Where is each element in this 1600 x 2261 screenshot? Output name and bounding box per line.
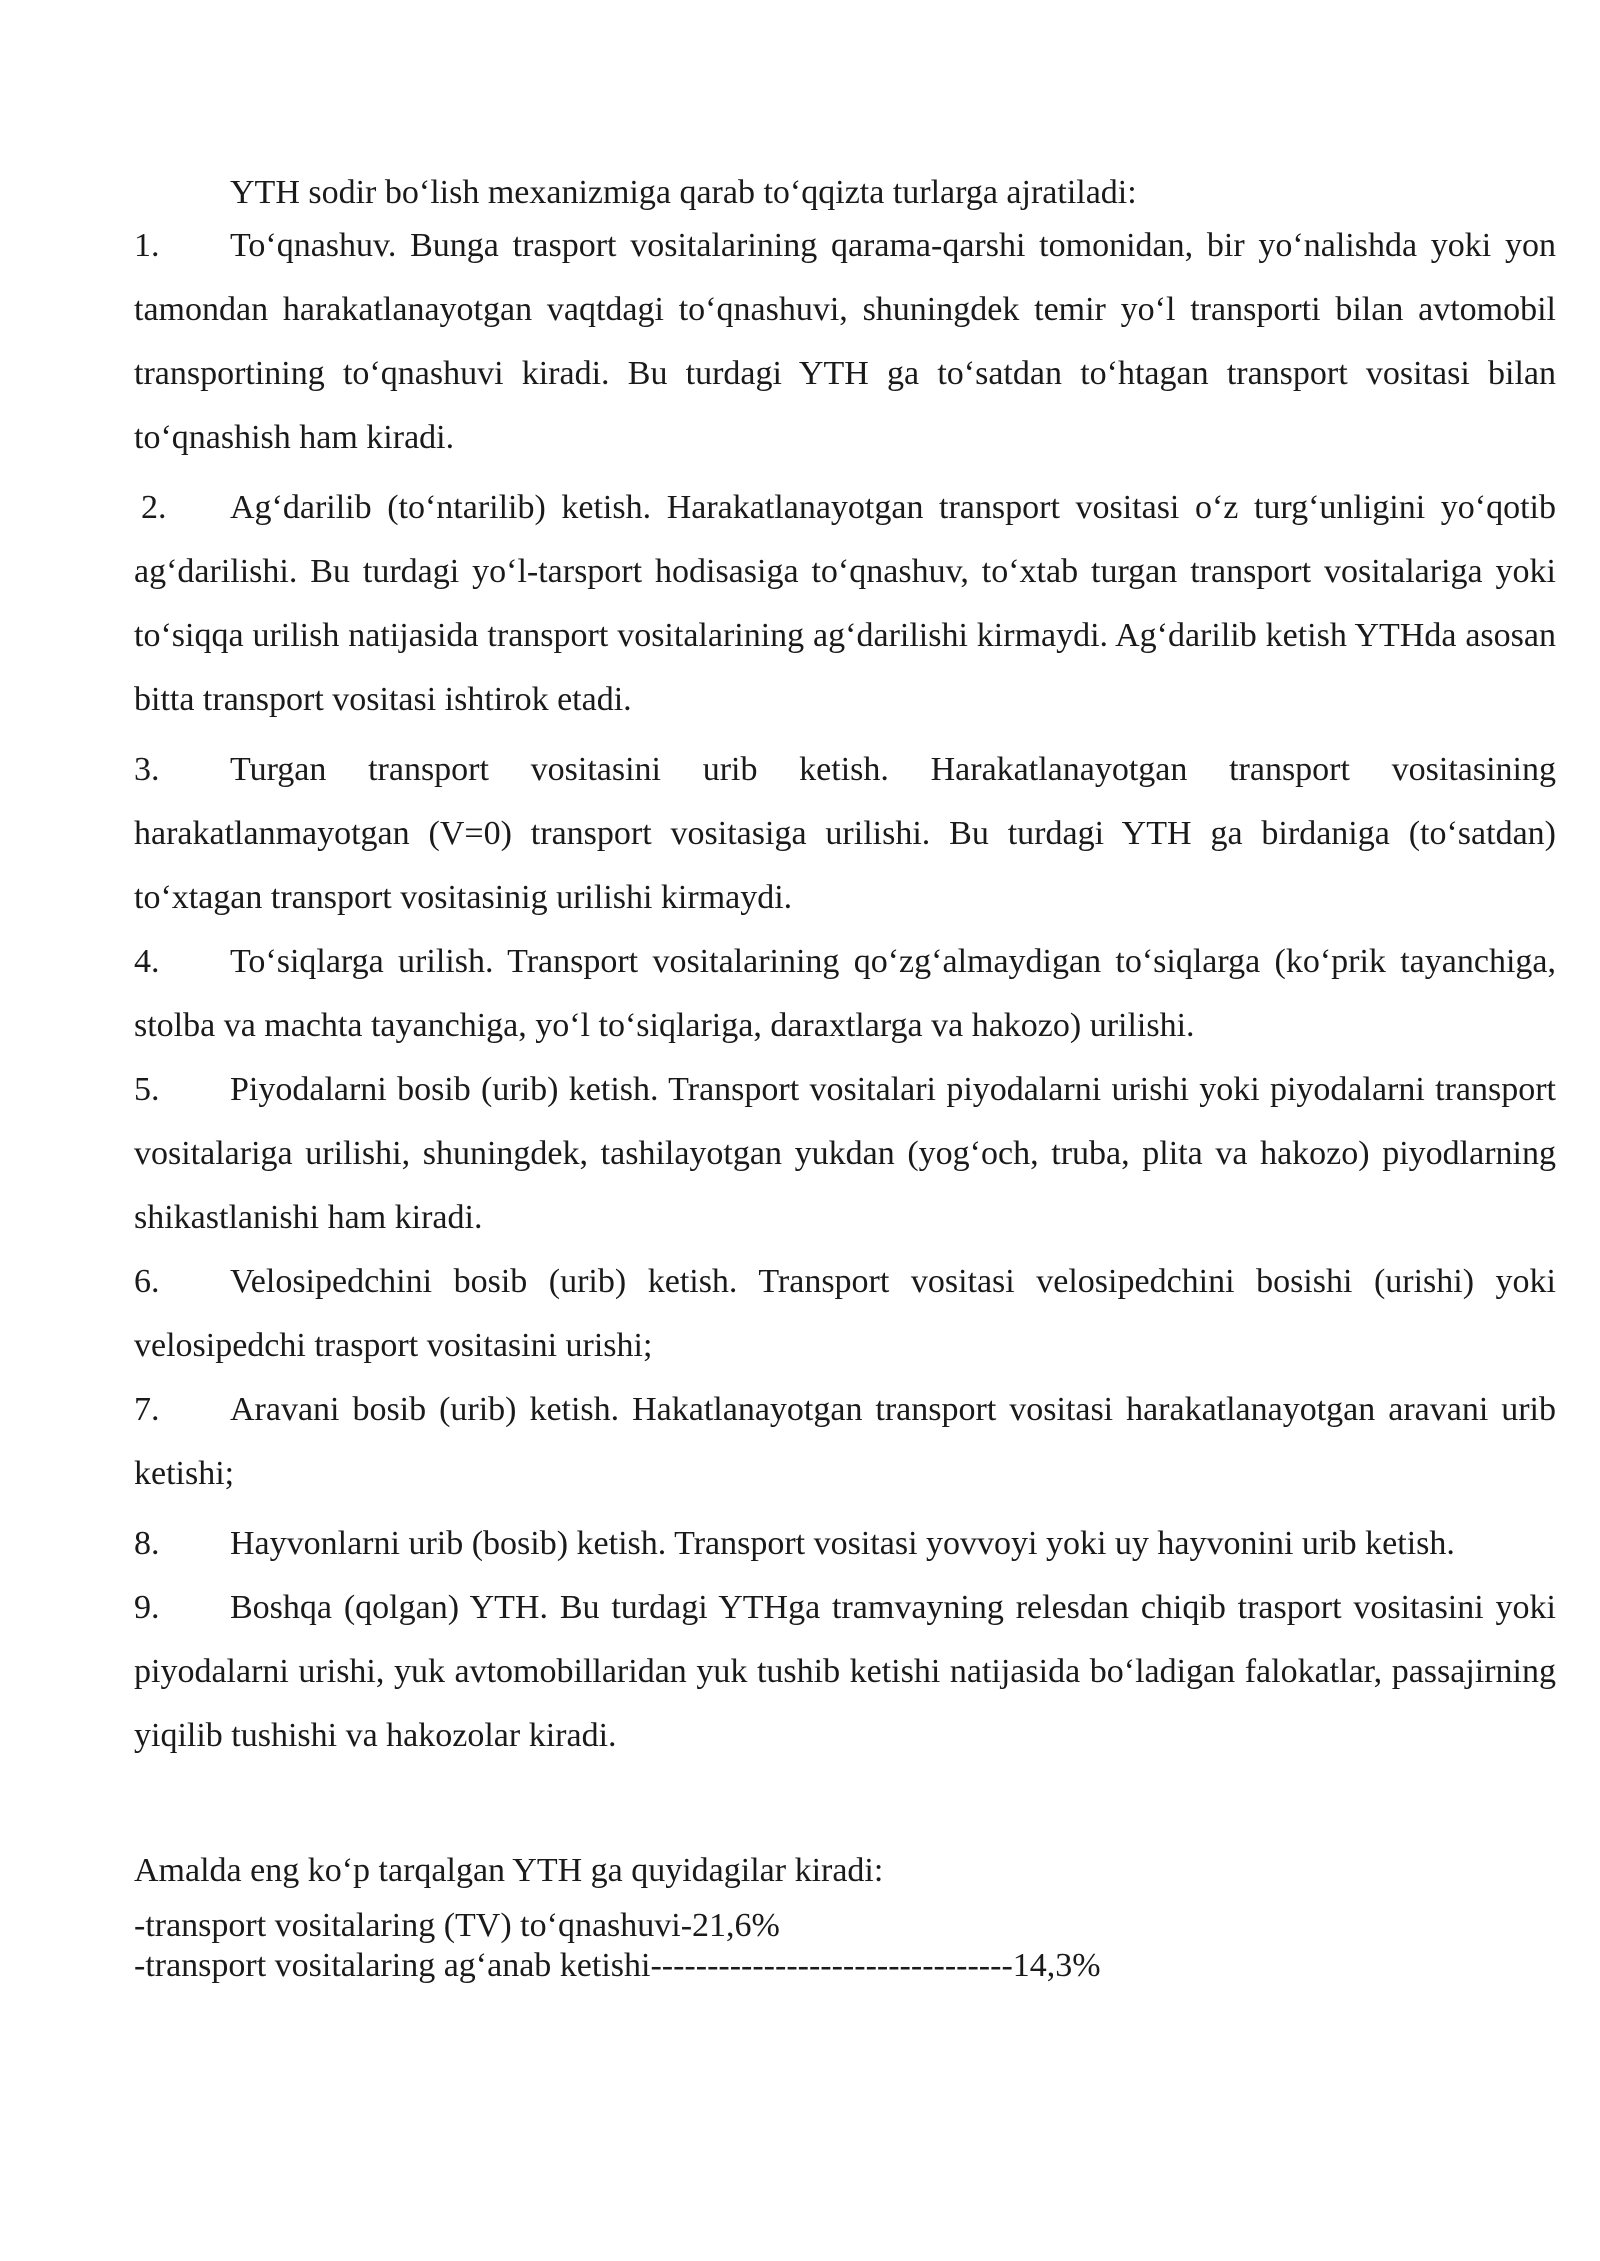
list-item-3 [134,738,1556,930]
intro-paragraph: YTH sodir boʻlish mexanizmiga qarab toʻqqizta turlarga ajratiladi: [230,174,1137,211]
item-text: Hayvonlarni urib (bosib) ketish. Transport vositasi yovvoyi yoki uy hayvonini urib ketish. [230,1525,1455,1562]
item-number: 3. [134,751,160,788]
item-number: 1. [134,227,160,264]
item-number: 6. [134,1263,160,1300]
summary-line-2: -transport vositalaring agʻanab ketishi--------------------------------14,3% [134,1947,1101,1984]
item-number: 5. [134,1071,160,1108]
document-page [134,172,1556,1986]
list-item-7 [134,1378,1556,1506]
item-number: 9. [134,1589,160,1626]
list-item-6 [134,1250,1556,1378]
summary-line-1: -transport vositalaring (TV) toʻqnashuvi-21,6% [134,1907,780,1944]
item-text: Piyodalarni bosib (urib) ketish. Transport vositalari piyodalarni urishi yoki piyodalarni transport vositalariga urilishi, shuningdek, tashilayotgan yukdan (yogʻoch, truba, plita va hakozo) piyodlarning shikastlanishi ham kiradi. [134,1071,1556,1236]
item-text: Aravani bosib (urib) ketish. Hakatlanayotgan transport vositasi harakatlanayotgan aravani urib ketishi; [134,1391,1556,1492]
item-text: Toʻsiqlarga urilish. Transport vositalarining qoʻzgʻalmaydigan toʻsiqlarga (koʻprik tayanchiga, stolba va machta tayanchiga, yoʻl toʻsiqlariga, daraxtlarga va hakozo) urilishi. [134,943,1556,1044]
item-text: Boshqa (qolgan) YTH. Bu turdagi YTHga tramvayning relesdan chiqib trasport vositasini yoki piyodalarni urishi, yuk avtomobillaridan yuk tushib ketishi natijasida boʻladigan falokatlar, passajirning yiqilib tushishi va hakozolar kiradi. [134,1589,1556,1754]
item-number: 4. [134,943,160,980]
item-text: Turgan transport vositasini urib ketish. Harakatlanayotgan transport vositasining harakatlanmayotgan (V=0) transport vositasiga urilishi. Bu turdagi YTH ga birdaniga (toʻsatdan) toʻxtagan transport vositasinig urilishi kirmaydi. [134,751,1556,916]
item-number: 7. [134,1391,160,1428]
item-text: Agʻdarilib (toʻntarilib) ketish. Harakatlanayotgan transport vositasi oʻz turgʻunligini yoʻqotib agʻdarilishi. Bu turdagi yoʻl-tarsport hodisasiga toʻqnashuv, toʻxtab turgan transport vositalariga yoki toʻsiqqa urilish natijasida transport vositalarining agʻdarilishi kirmaydi. Agʻdarilib ketish YTHda asosan bitta transport vositasi ishtirok etadi. [134,489,1556,718]
item-text: Velosipedchini bosib (urib) ketish. Transport vositasi velosipedchini bosishi (urishi) yoki velosipedchi trasport vositasini urishi; [134,1263,1556,1364]
list-item-9 [134,1576,1556,1768]
item-number: 2. [141,489,167,526]
item-number: 8. [134,1525,160,1562]
list-item-2 [134,476,1556,732]
list-item-1 [134,214,1556,470]
list-item-5 [134,1058,1556,1250]
list-item-8 [134,1512,1556,1576]
summary-heading: Amalda eng koʻp tarqalgan YTH ga quyidagilar kiradi: [134,1852,884,1889]
list-item-4 [134,930,1556,1058]
item-text: Toʻqnashuv. Bunga trasport vositalarining qarama-qarshi tomonidan, bir yoʻnalishda yoki yon tamondan harakatlanayotgan vaqtdagi toʻqnashuvi, shuningdek temir yoʻl transporti bilan avtomobil transportining toʻqnashuvi kiradi. Bu turdagi YTH ga toʻsatdan toʻhtagan transport vositasi bilan toʻqnashish ham kiradi. [134,227,1556,456]
